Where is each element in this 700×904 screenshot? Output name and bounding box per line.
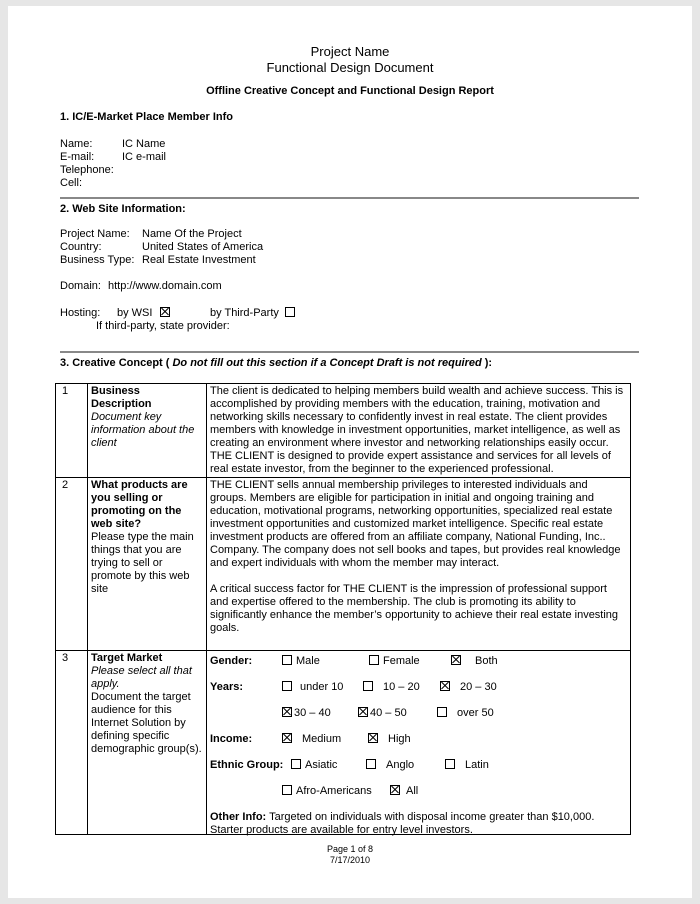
both-checkbox-checked-icon[interactable]: [451, 655, 461, 665]
email-label: E-mail:: [60, 151, 95, 163]
high-checkbox-checked-icon[interactable]: [368, 733, 378, 743]
age-10-20-checkbox-icon[interactable]: [363, 681, 373, 691]
all-checkbox-checked-icon[interactable]: [390, 785, 400, 795]
target-market-cell: [207, 651, 631, 835]
domain-value: http://www.domain.com: [108, 280, 222, 292]
email-value: IC e-mail: [122, 151, 167, 163]
document-page: [8, 6, 692, 898]
years-label: Years:: [210, 681, 244, 693]
divider: [60, 351, 639, 353]
age-under-10-option[interactable]: under 10: [282, 681, 343, 694]
document-type: Functional Design Document: [266, 60, 434, 75]
row-hint: Please type the main things that you are trying to sell or promote by this web site: [91, 531, 194, 595]
divider: [60, 197, 639, 199]
products-text: THE CLIENT sells annual membership privileges to interested individuals and groups. Members are eligible for participation in initial and ongoing training and education, motivational programs, networking opportunities, specialized real estate investment opportunities and customized market intelligence. Specific real estate investment products are offered from an affiliate company, National Funding, Inc.. Company. The company does not sell books and tapes, but provides real knowledge and expert individuals with whom the member may interact.: [210, 479, 621, 569]
hosting-third-party-option[interactable]: [210, 307, 299, 320]
page-number: Page 1 of 8: [326, 844, 374, 854]
row-number: 3: [56, 651, 88, 835]
gender-male-option[interactable]: Male: [282, 655, 320, 668]
gender-both-option[interactable]: Both: [451, 655, 498, 668]
name-value: IC Name: [122, 138, 166, 150]
other-info: [210, 811, 594, 824]
latin-checkbox-icon[interactable]: [445, 759, 455, 769]
row-label-cell: [88, 651, 207, 835]
age-10-20-option[interactable]: 10 – 20: [363, 681, 420, 694]
age-40-50-option[interactable]: 40 – 50: [358, 707, 407, 720]
other-info-label: Other Info:: [210, 811, 267, 823]
section3-note: Do not fill out this section if a Concept Draft is not required: [169, 357, 485, 369]
age-40-50-checkbox-checked-icon[interactable]: [358, 707, 368, 717]
country-label: Country:: [60, 241, 102, 253]
medium-checkbox-checked-icon[interactable]: [282, 733, 292, 743]
ethnic-latin-option[interactable]: Latin: [445, 759, 489, 772]
row-title: Business Description: [91, 385, 152, 410]
hosting-third-party-label: by Third-Party: [210, 307, 279, 319]
over-50-checkbox-icon[interactable]: [437, 707, 447, 717]
creative-concept-table: [55, 383, 631, 835]
ethnic-anglo-option[interactable]: Anglo: [366, 759, 414, 772]
hosting-label: Hosting:: [60, 307, 101, 319]
project-name-label: Project Name:: [60, 228, 130, 240]
row-hint-secondary: Document the target audience for this Internet Solution by defining specific demographic group(s).: [91, 691, 202, 755]
afro-americans-checkbox-icon[interactable]: [282, 785, 292, 795]
section2-heading: 2. Web Site Information:: [60, 203, 186, 215]
gender-label: Gender:: [210, 655, 253, 667]
project-name: Project Name: [310, 44, 390, 59]
name-label: Name:: [60, 138, 93, 150]
hosting-wsi-label: by WSI: [117, 307, 153, 319]
hosting-wsi-option[interactable]: [117, 307, 174, 320]
ethnic-afro-americans-option[interactable]: Afro-Americans: [282, 785, 372, 798]
row-number: 2: [56, 478, 88, 651]
asiatic-checkbox-icon[interactable]: [291, 759, 301, 769]
row-number: 1: [56, 384, 88, 478]
row-body-cell: [207, 384, 631, 478]
row-title: What products are you selling or promoting on the web site?: [91, 479, 188, 530]
footer-date: 7/17/2010: [329, 855, 371, 865]
business-type-label: Business Type:: [60, 254, 135, 266]
table-row: [56, 651, 631, 835]
age-over-50-option[interactable]: over 50: [437, 707, 494, 720]
project-name-value: Name Of the Project: [142, 228, 242, 240]
ethnic-asiatic-option[interactable]: Asiatic: [291, 759, 337, 772]
age-20-30-option[interactable]: 20 – 30: [440, 681, 497, 694]
table-row: [56, 384, 631, 478]
business-type-value: Real Estate Investment: [142, 254, 256, 266]
business-description-text: The client is dedicated to helping members build wealth and achieve success. This is accomplished by providing members with the education, training, motivation and networking skills necessary to confidently invest in real estate. The client provides members with knowledge in investment opportunities, market intelligence, as well as creating an environment where investor and networking relationships easily occur. THE CLIENT is designed to provide expert assistance and services for all levels of real estate investor, from the beginner to the experienced professional.: [210, 385, 624, 475]
age-30-40-option[interactable]: 30 – 40: [282, 707, 331, 720]
section1-heading: 1. IC/E-Market Place Member Info: [60, 111, 233, 123]
telephone-label: Telephone:: [60, 164, 114, 176]
report-title: Offline Creative Concept and Functional Design Report: [206, 85, 494, 97]
age-20-30-checkbox-checked-icon[interactable]: [440, 681, 450, 691]
other-info-text: Targeted on individuals with disposal income greater than $10,000.: [269, 811, 595, 823]
section3-heading: 3. Creative Concept ( Do not fill out this section if a Concept Draft is not required ):: [60, 357, 493, 369]
row-hint: Document key information about the client: [91, 411, 195, 449]
age-30-40-checkbox-checked-icon[interactable]: [282, 707, 292, 717]
row-hint: Please select all that apply.: [91, 665, 192, 690]
male-checkbox-icon[interactable]: [282, 655, 292, 665]
ethnic-all-option[interactable]: All: [390, 785, 418, 798]
income-label: Income:: [210, 733, 253, 745]
row-label-cell: [88, 384, 207, 478]
gender-female-option[interactable]: Female: [369, 655, 420, 668]
income-medium-option[interactable]: Medium: [282, 733, 341, 746]
anglo-checkbox-icon[interactable]: [366, 759, 376, 769]
under-10-checkbox-icon[interactable]: [282, 681, 292, 691]
income-high-option[interactable]: High: [368, 733, 411, 746]
row-title: Target Market: [91, 652, 163, 664]
female-checkbox-icon[interactable]: [369, 655, 379, 665]
row-label-cell: [88, 478, 207, 651]
hosting-third-party-checkbox-icon[interactable]: [285, 307, 295, 317]
domain-label: Domain:: [60, 280, 101, 292]
success-factor-text: A critical success factor for THE CLIENT is the impression of professional support and expertise offered to the membership. The club is promoting its ability to significantly enhance the member’s opportunity to achieve their real estate investing goals.: [210, 583, 619, 634]
country-value: United States of America: [142, 241, 264, 253]
ethnic-group-label: Ethnic Group:: [210, 759, 284, 771]
hosting-wsi-checkbox-checked-icon[interactable]: [160, 307, 170, 317]
other-info-text-line2: Starter products are available for entry level investors.: [210, 824, 473, 836]
provider-label: If third-party, state provider:: [96, 320, 230, 332]
row-body-cell: [207, 478, 631, 651]
cell-label: Cell:: [60, 177, 83, 189]
table-row: [56, 478, 631, 651]
